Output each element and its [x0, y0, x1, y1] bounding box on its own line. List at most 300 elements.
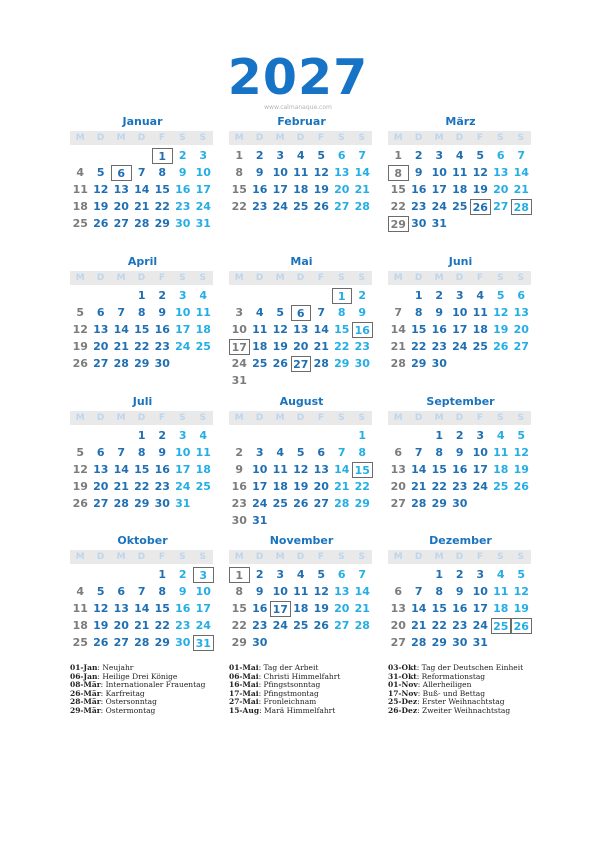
weekday-label: M: [116, 413, 126, 423]
day: 5: [296, 446, 305, 459]
day: 21: [390, 340, 406, 353]
day: 14: [513, 166, 529, 179]
day: 30: [175, 636, 191, 649]
weekday-label: S: [497, 273, 504, 283]
weekday-label: S: [497, 413, 504, 423]
day: 12: [472, 166, 488, 179]
holiday-name: : Fronleichnam: [258, 697, 317, 707]
weekday-label: M: [393, 133, 403, 143]
day: 7: [414, 446, 423, 459]
day: 19: [513, 463, 529, 476]
day: 6: [117, 585, 126, 598]
day: 28: [113, 497, 129, 510]
day: 3: [255, 446, 264, 459]
weekday-label: S: [179, 273, 186, 283]
day: 21: [313, 340, 329, 353]
day: 7: [414, 585, 423, 598]
empty-cell: [91, 288, 112, 304]
holiday-name: : Karfreitag: [100, 688, 145, 698]
day: 24: [472, 480, 488, 493]
day: 22: [390, 200, 406, 213]
empty-cell: [70, 428, 91, 444]
day: 14: [411, 602, 427, 615]
weekday-label: M: [75, 273, 85, 283]
day: 26: [513, 480, 529, 493]
day: 29: [154, 636, 170, 649]
month-name: November: [269, 534, 334, 547]
day: 16: [452, 463, 468, 476]
day: 17: [452, 323, 468, 336]
day: 5: [96, 166, 105, 179]
weekday-label: S: [338, 133, 345, 143]
day: 10: [195, 585, 211, 598]
day: 9: [455, 446, 464, 459]
day: 11: [195, 446, 211, 459]
day: 21: [134, 200, 150, 213]
empty-cell: [250, 428, 271, 444]
day: 12: [313, 166, 329, 179]
day: 15: [154, 183, 170, 196]
weekday-label: D: [255, 273, 264, 283]
day: 31: [472, 636, 488, 649]
empty-cell: [91, 567, 112, 583]
day: 12: [493, 306, 509, 319]
holiday-date: 03-Okt: [388, 663, 417, 672]
day: 30: [154, 357, 170, 370]
day: 16: [252, 602, 268, 615]
day: 11: [72, 602, 88, 615]
day: 18: [293, 602, 309, 615]
day: 19: [313, 602, 329, 615]
day: 21: [113, 480, 129, 493]
day: 17: [175, 323, 191, 336]
day: 23: [452, 480, 468, 493]
day: 16: [452, 602, 468, 615]
day: 4: [496, 568, 505, 581]
holiday-day: 27: [291, 356, 312, 372]
weekday-label: D: [137, 133, 146, 143]
weekday-label: F: [158, 133, 165, 143]
weekday-label: S: [338, 273, 345, 283]
day: 23: [175, 619, 191, 632]
day: 27: [93, 357, 109, 370]
empty-cell: [250, 288, 271, 304]
day: 7: [358, 568, 367, 581]
weekday-label: F: [317, 273, 324, 283]
day: 25: [293, 619, 309, 632]
day: 4: [455, 149, 464, 162]
day: 18: [493, 463, 509, 476]
day: 20: [293, 340, 309, 353]
weekday-label: M: [116, 133, 126, 143]
day: 11: [493, 585, 509, 598]
weekday-label: M: [275, 413, 285, 423]
day: 8: [235, 585, 244, 598]
day: 21: [134, 619, 150, 632]
holiday-day: 6: [291, 305, 312, 321]
weekday-label: D: [455, 273, 464, 283]
day: 14: [313, 323, 329, 336]
weekday-label: F: [317, 413, 324, 423]
day: 30: [175, 217, 191, 230]
day: 28: [354, 619, 370, 632]
weekday-label: M: [234, 552, 244, 562]
day: 9: [178, 166, 187, 179]
weekday-label: S: [199, 552, 206, 562]
day: 11: [72, 183, 88, 196]
day: 25: [195, 340, 211, 353]
empty-cell: [111, 148, 132, 164]
day: 22: [231, 200, 247, 213]
day: 24: [195, 200, 211, 213]
weekday-label: D: [455, 133, 464, 143]
day: 26: [93, 217, 109, 230]
holiday-date: 15-Aug: [229, 705, 260, 715]
holiday-date: 17-Nov: [388, 688, 418, 698]
holiday-date: 26-Mär: [70, 688, 101, 698]
weekday-label: S: [497, 133, 504, 143]
day: 10: [472, 446, 488, 459]
day-grid: [229, 567, 374, 652]
day: 29: [354, 497, 370, 510]
day: 22: [154, 619, 170, 632]
day: 14: [354, 585, 370, 598]
weekday-label: D: [137, 552, 146, 562]
day: 10: [195, 166, 211, 179]
weekday-label: M: [75, 133, 85, 143]
day: 22: [411, 340, 427, 353]
weekday-label: D: [455, 552, 464, 562]
day: 6: [317, 446, 326, 459]
day: 3: [455, 289, 464, 302]
day: 24: [272, 200, 288, 213]
day: 20: [334, 183, 350, 196]
day: 3: [276, 149, 285, 162]
holiday-entry: [388, 707, 568, 716]
day: 1: [137, 289, 146, 302]
weekday-label: S: [199, 273, 206, 283]
day: 24: [175, 340, 191, 353]
day: 1: [358, 429, 367, 442]
day: 17: [472, 463, 488, 476]
holiday-column: [388, 664, 568, 716]
empty-cell: [270, 428, 291, 444]
day: 25: [293, 200, 309, 213]
day: 25: [272, 497, 288, 510]
holiday-date: 17-Mai: [229, 688, 259, 698]
day: 20: [334, 602, 350, 615]
month-name: April: [127, 255, 158, 268]
day: 8: [435, 585, 444, 598]
day: 22: [134, 480, 150, 493]
empty-cell: [270, 288, 291, 304]
day: 23: [354, 340, 370, 353]
day-grid: [229, 428, 374, 530]
day-grid: [388, 428, 533, 513]
weekday-label: M: [234, 413, 244, 423]
weekday-label: D: [296, 413, 305, 423]
day-grid: [70, 567, 215, 652]
day: 20: [390, 480, 406, 493]
day: 20: [113, 200, 129, 213]
holiday-day: 1: [229, 567, 250, 583]
day: 8: [137, 446, 146, 459]
weekday-label: S: [517, 552, 524, 562]
weekday-header: [70, 550, 213, 564]
weekday-label: M: [434, 273, 444, 283]
holiday-name: : Ostersonntag: [100, 697, 157, 707]
day: 11: [493, 446, 509, 459]
holiday-date: 29-Mär: [70, 705, 101, 715]
holiday-name: : Pfingstmontag: [258, 688, 319, 698]
month-august: [229, 395, 374, 530]
day: 10: [431, 166, 447, 179]
calendar-year-title: 2027: [227, 49, 369, 106]
day: 8: [158, 585, 167, 598]
empty-cell: [111, 428, 132, 444]
weekday-label: F: [158, 413, 165, 423]
weekday-header: [388, 131, 531, 145]
day: 8: [337, 306, 346, 319]
day: 19: [493, 323, 509, 336]
day: 9: [178, 585, 187, 598]
day-grid: [229, 288, 374, 390]
day: 6: [394, 585, 403, 598]
month-name: März: [445, 115, 476, 128]
day: 15: [411, 323, 427, 336]
day-grid: [229, 148, 374, 216]
day: 27: [513, 340, 529, 353]
empty-cell: [291, 428, 312, 444]
website-watermark: www.calmanaque.com: [264, 104, 332, 111]
day: 10: [231, 323, 247, 336]
day: 24: [252, 497, 268, 510]
day: 18: [195, 323, 211, 336]
day: 11: [452, 166, 468, 179]
day: 23: [175, 200, 191, 213]
day: 13: [334, 166, 350, 179]
day: 15: [154, 602, 170, 615]
day: 9: [435, 306, 444, 319]
weekday-label: S: [199, 133, 206, 143]
day: 14: [411, 463, 427, 476]
weekday-label: S: [179, 133, 186, 143]
day: 8: [358, 446, 367, 459]
day: 4: [476, 289, 485, 302]
empty-cell: [388, 428, 409, 444]
day: 2: [158, 429, 167, 442]
day: 29: [134, 357, 150, 370]
day: 18: [272, 480, 288, 493]
holiday-date: 27-Mai: [229, 697, 259, 707]
day: 26: [72, 357, 88, 370]
day: 4: [296, 149, 305, 162]
day: 15: [231, 602, 247, 615]
day: 11: [293, 585, 309, 598]
day: 2: [255, 568, 264, 581]
day: 3: [276, 568, 285, 581]
weekday-label: M: [434, 413, 444, 423]
month-name: Januar: [122, 115, 163, 128]
day: 15: [431, 602, 447, 615]
weekday-header: [388, 411, 531, 425]
day: 20: [93, 340, 109, 353]
day: 2: [255, 149, 264, 162]
day: 28: [354, 200, 370, 213]
day-grid: [70, 148, 215, 233]
day: 7: [337, 446, 346, 459]
day: 19: [293, 480, 309, 493]
holiday-name: : Heilige Drei Könige: [97, 671, 178, 681]
day: 24: [195, 619, 211, 632]
weekday-header: [388, 550, 531, 564]
month-name: September: [426, 395, 495, 408]
empty-cell: [132, 567, 153, 583]
weekday-label: F: [476, 413, 483, 423]
weekday-header: [229, 550, 372, 564]
day: 28: [134, 217, 150, 230]
day: 19: [72, 340, 88, 353]
month-name: Oktober: [117, 534, 168, 547]
weekday-label: F: [317, 552, 324, 562]
holiday-day: 16: [352, 322, 373, 338]
day: 21: [354, 602, 370, 615]
weekday-label: M: [116, 552, 126, 562]
weekday-label: D: [296, 133, 305, 143]
month-name: Juni: [448, 255, 473, 268]
holiday-date: 31-Okt: [388, 671, 417, 681]
day: 19: [93, 200, 109, 213]
month-januar: [70, 115, 215, 233]
day: 4: [76, 585, 85, 598]
day: 18: [72, 619, 88, 632]
empty-cell: [132, 148, 153, 164]
day: 17: [252, 480, 268, 493]
day: 1: [435, 429, 444, 442]
holiday-date: 06-Jan: [70, 671, 98, 681]
day: 22: [431, 480, 447, 493]
day: 17: [195, 602, 211, 615]
day: 28: [411, 636, 427, 649]
day: 2: [455, 429, 464, 442]
weekday-label: M: [275, 552, 285, 562]
day: 2: [435, 289, 444, 302]
holiday-name: : Buß- und Bettag: [417, 688, 486, 698]
day: 15: [390, 183, 406, 196]
weekday-label: S: [497, 552, 504, 562]
empty-cell: [111, 288, 132, 304]
day: 13: [390, 463, 406, 476]
day: 5: [517, 568, 526, 581]
day: 24: [472, 619, 488, 632]
day: 3: [178, 289, 187, 302]
day: 17: [431, 183, 447, 196]
weekday-label: D: [96, 273, 105, 283]
day: 28: [411, 497, 427, 510]
day: 5: [76, 306, 85, 319]
day: 16: [175, 602, 191, 615]
weekday-label: S: [358, 552, 365, 562]
day: 6: [337, 149, 346, 162]
day: 7: [137, 585, 146, 598]
day: 21: [113, 340, 129, 353]
day: 27: [113, 636, 129, 649]
weekday-header: [229, 411, 372, 425]
month-april: [70, 255, 215, 373]
day: 1: [235, 149, 244, 162]
day: 2: [178, 149, 187, 162]
day: 18: [293, 183, 309, 196]
day: 24: [272, 619, 288, 632]
day: 9: [414, 166, 423, 179]
weekday-label: M: [275, 133, 285, 143]
weekday-label: S: [358, 133, 365, 143]
day: 25: [472, 340, 488, 353]
weekday-label: M: [116, 273, 126, 283]
holiday-date: 01-Jan: [70, 663, 98, 672]
day: 25: [72, 217, 88, 230]
weekday-label: M: [75, 413, 85, 423]
weekday-label: F: [158, 552, 165, 562]
month-name: Juli: [132, 395, 153, 408]
weekday-label: S: [358, 273, 365, 283]
day: 23: [154, 340, 170, 353]
day: 9: [158, 446, 167, 459]
day: 26: [272, 357, 288, 370]
day: 7: [317, 306, 326, 319]
day: 4: [76, 166, 85, 179]
day: 7: [117, 446, 126, 459]
day: 24: [231, 357, 247, 370]
weekday-label: D: [296, 273, 305, 283]
day: 23: [252, 200, 268, 213]
holiday-name: : Ostermontag: [100, 705, 156, 715]
day: 19: [472, 183, 488, 196]
month-mai: [229, 255, 374, 390]
day: 30: [354, 357, 370, 370]
weekday-label: S: [179, 413, 186, 423]
day: 16: [154, 323, 170, 336]
day: 6: [394, 446, 403, 459]
empty-cell: [91, 148, 112, 164]
day: 30: [452, 497, 468, 510]
empty-cell: [229, 428, 250, 444]
empty-cell: [291, 288, 312, 304]
day: 1: [435, 568, 444, 581]
day: 4: [199, 289, 208, 302]
day: 31: [431, 217, 447, 230]
day: 9: [158, 306, 167, 319]
day: 8: [235, 166, 244, 179]
day: 1: [137, 429, 146, 442]
day: 10: [175, 306, 191, 319]
day: 21: [334, 480, 350, 493]
empty-cell: [311, 428, 332, 444]
month-name: Dezember: [429, 534, 492, 547]
day: 20: [113, 619, 129, 632]
day: 11: [272, 463, 288, 476]
day: 22: [334, 340, 350, 353]
day: 30: [411, 217, 427, 230]
day: 8: [414, 306, 423, 319]
day: 4: [255, 306, 264, 319]
day: 27: [334, 619, 350, 632]
day: 2: [358, 289, 367, 302]
day: 23: [252, 619, 268, 632]
holiday-column: [229, 664, 409, 716]
holiday-day: 8: [388, 165, 409, 181]
day: 9: [235, 463, 244, 476]
